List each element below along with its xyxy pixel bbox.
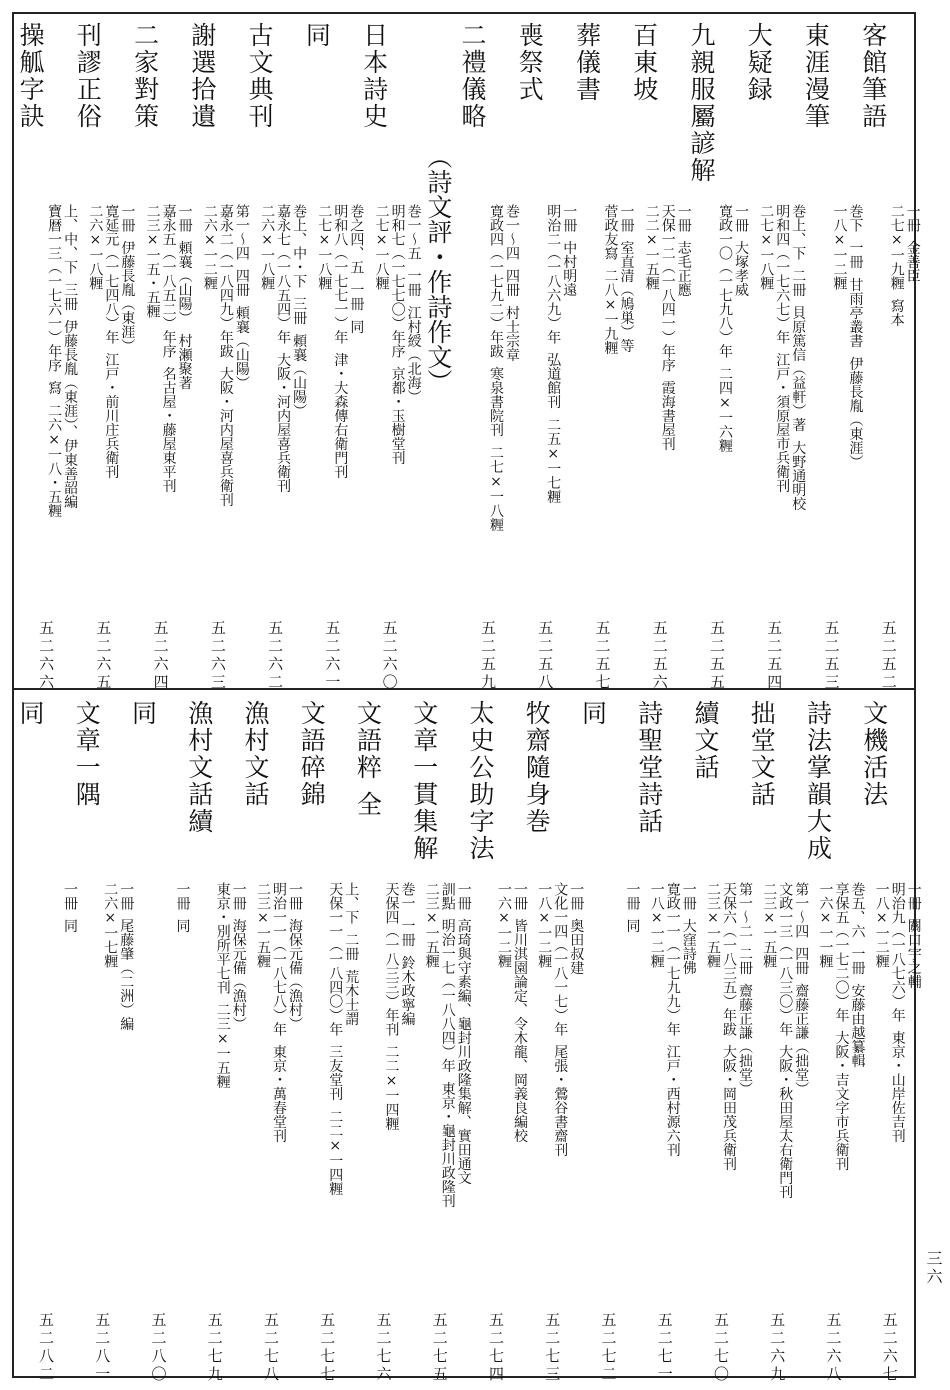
catalog-entry bbox=[571, 14, 635, 692]
entry-number: 五二六五 bbox=[94, 620, 113, 692]
entry-number: 五二五二 bbox=[879, 620, 898, 692]
entry-number: 五二七六 bbox=[374, 1312, 393, 1384]
catalog-entry bbox=[633, 692, 697, 1384]
entry-details: 一冊 高琦與守素編、龜封川政隆集解、實田通文 訓點 明治一七（一八八四）年 東京・龜封川政隆刊 二三×一五糎 bbox=[423, 882, 472, 1208]
entry-number: 五二七五 bbox=[430, 1312, 449, 1384]
entry-number: 五二八〇 bbox=[149, 1312, 168, 1384]
catalog-entry bbox=[577, 692, 641, 1384]
entry-number: 五二七三 bbox=[543, 1312, 562, 1384]
catalog-entry bbox=[183, 692, 247, 1384]
catalog-entry bbox=[857, 14, 921, 692]
entry-title: 客館筆語 bbox=[858, 22, 888, 130]
entry-title: 文語碎錦 bbox=[297, 700, 327, 808]
entry-title: 大疑録 bbox=[744, 22, 774, 103]
entry-title: 續文話 bbox=[691, 700, 720, 781]
entry-title: 喪祭式 bbox=[515, 22, 545, 103]
catalog-entry bbox=[464, 692, 528, 1384]
entry-number: 五二七二 bbox=[599, 1312, 618, 1384]
entry-number: 五二六四 bbox=[151, 620, 170, 692]
catalog-entry bbox=[186, 14, 250, 692]
entry-number: 五二六三 bbox=[208, 620, 227, 692]
entry-details: 第一～二 二冊 齋藤正謙（拙堂） 天保六（一八三五）年跋 大阪・岡田茂兵衛刊 二三×一五糎 bbox=[705, 882, 753, 1171]
catalog-entry bbox=[858, 692, 922, 1384]
entry-details: 巻之四、五 一冊 同 明和八（一七七一）年 津・大森傳右衛門刊 二七×一八糎 bbox=[316, 204, 365, 479]
entry-title: 操觚字訣 bbox=[16, 22, 46, 130]
catalog-entry bbox=[685, 14, 749, 692]
entry-title: 文章一貫集解 bbox=[409, 700, 439, 862]
catalog-entry bbox=[70, 692, 135, 1384]
entry-number: 五二七九 bbox=[205, 1312, 224, 1384]
entry-details: 一冊 大窪詩佛 寛政一一（一七九九）年 江戸・西村源六刊 一八×一二糎 bbox=[648, 882, 697, 1157]
catalog-entry bbox=[742, 14, 807, 692]
entry-title: 同 bbox=[302, 22, 332, 49]
entry-number: 五二五四 bbox=[765, 620, 784, 692]
top-section bbox=[14, 14, 921, 692]
entry-title: 文機活法 bbox=[859, 700, 889, 808]
entry-title: 東涯漫筆 bbox=[801, 22, 831, 130]
catalog-entry bbox=[802, 692, 866, 1384]
entry-details: 一冊 同 bbox=[62, 882, 78, 933]
catalog-entry bbox=[71, 14, 136, 692]
entry-number: 五二六六 bbox=[37, 620, 56, 692]
catalog-entry bbox=[520, 692, 585, 1384]
entry-details: 巻一～四 四冊 村士宗章 寛政四（一七九二）年跋 寒泉書院刊 二七×一八糎 bbox=[488, 204, 520, 532]
catalog-entry bbox=[689, 692, 753, 1384]
entry-number: 五二七〇 bbox=[712, 1312, 730, 1384]
entry-title: 拙堂文話 bbox=[747, 700, 777, 808]
entry-details: 巻一～五 一冊 江村綬（北海） 明和七（一七七〇）年序 京都・玉樹堂刊 二七×一八糎 bbox=[373, 204, 422, 465]
entry-title: 文章一隅 bbox=[72, 700, 102, 808]
entry-title: 謝選拾遺 bbox=[187, 22, 217, 130]
catalog-entry bbox=[513, 14, 578, 692]
entry-title: 詩法掌韻大成 bbox=[803, 700, 833, 862]
entry-number: 五二七四 bbox=[487, 1312, 505, 1384]
catalog-entry bbox=[456, 14, 520, 692]
entry-number: 五二七八 bbox=[262, 1312, 280, 1384]
entry-title: 牧齋隨身巻 bbox=[522, 700, 552, 835]
entry-details: 上、下 二冊 荒木士謂 天保一一（一八四〇）年 三友堂刊 二二×一四糎 bbox=[327, 882, 360, 1196]
catalog-entry bbox=[295, 692, 360, 1384]
catalog-entry bbox=[800, 14, 864, 692]
entry-details: 第一～四 四冊 頼襄（山陽） 嘉永二（一八四九）年跋 大阪・河内屋喜兵衛刊 二六×一二糎 bbox=[201, 204, 250, 507]
entry-details: 第一～四 四冊 齋藤正謙（拙堂） 文政一三（一八三〇）年 大阪・秋田屋太右衛門刊 二三×一五糎 bbox=[761, 882, 810, 1199]
entry-number: 五二五八 bbox=[536, 620, 555, 692]
entry-number: 五二六七 bbox=[880, 1312, 899, 1384]
entry-title: 太史公助字法 bbox=[466, 700, 495, 862]
entry-details: 巻上、中・下 三冊 頼襄（山陽） 嘉永七（一八五四）年 大阪・河内屋喜兵衛刊 二六×一八糎 bbox=[259, 204, 308, 493]
entry-number: 五二五七 bbox=[593, 620, 612, 692]
entry-title: 同 bbox=[16, 700, 45, 727]
entry-number: 五二五五 bbox=[708, 620, 726, 692]
entry-details: 一冊 中村明遠 明治二（一八六九）年 弘道館刊 二五×一七糎 bbox=[545, 204, 578, 504]
entry-number: 五二六〇 bbox=[380, 620, 399, 692]
entry-details: 一冊 皆川淇園論定、令木龍、岡義良編校 一六×一二糎 bbox=[496, 882, 528, 1143]
entry-title: 詩聖堂詩話 bbox=[634, 700, 664, 835]
entry-details: 一冊 同 bbox=[624, 882, 641, 933]
catalog-entry bbox=[358, 14, 422, 692]
entry-details: 一冊 大塚孝威 寛政一〇（一七九八）年 二四×一六糎 bbox=[717, 204, 749, 453]
entry-number: 五二五三 bbox=[822, 620, 841, 692]
catalog-entry bbox=[745, 692, 810, 1384]
entry-number: 五二五九 bbox=[479, 620, 497, 692]
entry-number: 五二六一 bbox=[323, 620, 342, 692]
entry-number: 五二六二 bbox=[266, 620, 285, 692]
entry-title: 漁村文話 bbox=[241, 700, 270, 808]
entry-title: 古文典刊 bbox=[245, 22, 275, 130]
entry-details: 巻一 一冊 鈴木政寧編 天保四（一八三三）年刊 二二×一四糎 bbox=[383, 882, 416, 1131]
entry-details: 一冊 室直清（鳩巣）等 菅政友寫 二八×一九糎 bbox=[602, 204, 635, 355]
entry-title: 葬儀書 bbox=[572, 22, 602, 103]
section-heading-text: （詩文評・作詩作文） bbox=[423, 144, 453, 394]
entry-number: 五二七七 bbox=[318, 1312, 337, 1384]
page-number: 三六 bbox=[924, 1250, 943, 1286]
entry-number: 五二八二 bbox=[37, 1312, 55, 1384]
entry-details: 一冊 志毛正應 天保一二（一八四一）年序 霞海書屋刊 二二×一五糎 bbox=[643, 204, 692, 451]
entry-title: 九親服屬諺解 bbox=[687, 22, 716, 184]
catalog-entry bbox=[14, 692, 78, 1384]
catalog-entry bbox=[628, 14, 692, 692]
entry-title: 二禮儀略 bbox=[458, 22, 487, 130]
entry-title: 刊謬正俗 bbox=[73, 22, 103, 130]
entry-details: 一冊 尾藤肇（二洲）編 二六×一七糎 bbox=[102, 882, 135, 1031]
entry-details: 上、中、下 三冊 伊藤長胤（東涯）、伊東善韶編 寶暦一三（一七六一）年序 寫 二六×一八・五糎 bbox=[46, 204, 79, 518]
entry-details: 巻五、六 一冊 安藤由越纂輯 享保五（一七二〇）年 大阪・吉文字市兵衛刊 一六×一一糎 bbox=[817, 882, 866, 1171]
entry-details: 一冊 奥田叔建 文化一四（一八一七）年 尾張・鶯谷書齋刊 一八×一二糎 bbox=[536, 882, 585, 1157]
catalog-entry bbox=[239, 692, 303, 1384]
entry-details: 巻下 一冊 甘雨亭叢書 伊藤長胤（東涯） 一八×一二糎 bbox=[831, 204, 864, 469]
entry-number: 五二五六 bbox=[650, 620, 669, 692]
entry-number: 五二八一 bbox=[93, 1312, 112, 1384]
entry-title: 百東坡 bbox=[629, 22, 659, 103]
entry-title: 同 bbox=[128, 700, 158, 727]
entry-details: 一冊 頼襄（山陽） 村瀬聚著 嘉永五（一八五二）年序 名古屋・藤屋東平刊 二三×一五・五糎 bbox=[144, 204, 193, 493]
entry-details: 一冊 同 bbox=[174, 882, 191, 933]
entry-number: 五二六九 bbox=[768, 1312, 787, 1384]
entry-details: 一冊 海保元備（漁村） 明治一一（一八七八）年 東京・萬春堂刊 二三×一五糎 bbox=[255, 882, 303, 1143]
entry-details: 一冊 金善臣 二七×一九糎 寫本 bbox=[888, 204, 921, 327]
bottom-section bbox=[14, 692, 922, 1384]
catalog-entry bbox=[127, 692, 191, 1384]
catalog-entry bbox=[408, 692, 472, 1384]
entry-details: 一冊 關口宇之輔 明治九（一八七六）年 東京・山岸佐吉刊 一八×一二糎 bbox=[873, 882, 922, 1143]
entry-title: 漁村文話續 bbox=[184, 700, 214, 835]
entry-title: 二家對策 bbox=[130, 22, 160, 130]
entry-details: 一冊 海保元備（漁村） 東京・別所平七刊 二三×一五糎 bbox=[214, 882, 247, 1089]
catalog-entry bbox=[14, 14, 79, 692]
entry-number: 五二六八 bbox=[824, 1312, 843, 1384]
catalog-entry bbox=[129, 14, 193, 692]
catalog-entry bbox=[300, 14, 365, 692]
entry-details: 一冊 伊藤長胤（東涯） 寛延元（一七四八）年 江戸・前川庄兵衛刊 二六×一八糎 bbox=[87, 204, 136, 479]
entry-details: 巻上、下 二冊 貝原篤信（益軒）著 大野通明校 明和四（一七六七）年 江戸・須原屋市兵衛刊 二七×一八糎 bbox=[758, 204, 807, 511]
catalog-entry bbox=[352, 692, 416, 1384]
entry-title: 日本詩史 bbox=[359, 22, 389, 130]
entry-title: 同 bbox=[578, 700, 608, 727]
entry-title: 文語粹 全 bbox=[353, 700, 383, 818]
catalog-entry bbox=[243, 14, 308, 692]
entry-number: 五二七一 bbox=[655, 1312, 674, 1384]
